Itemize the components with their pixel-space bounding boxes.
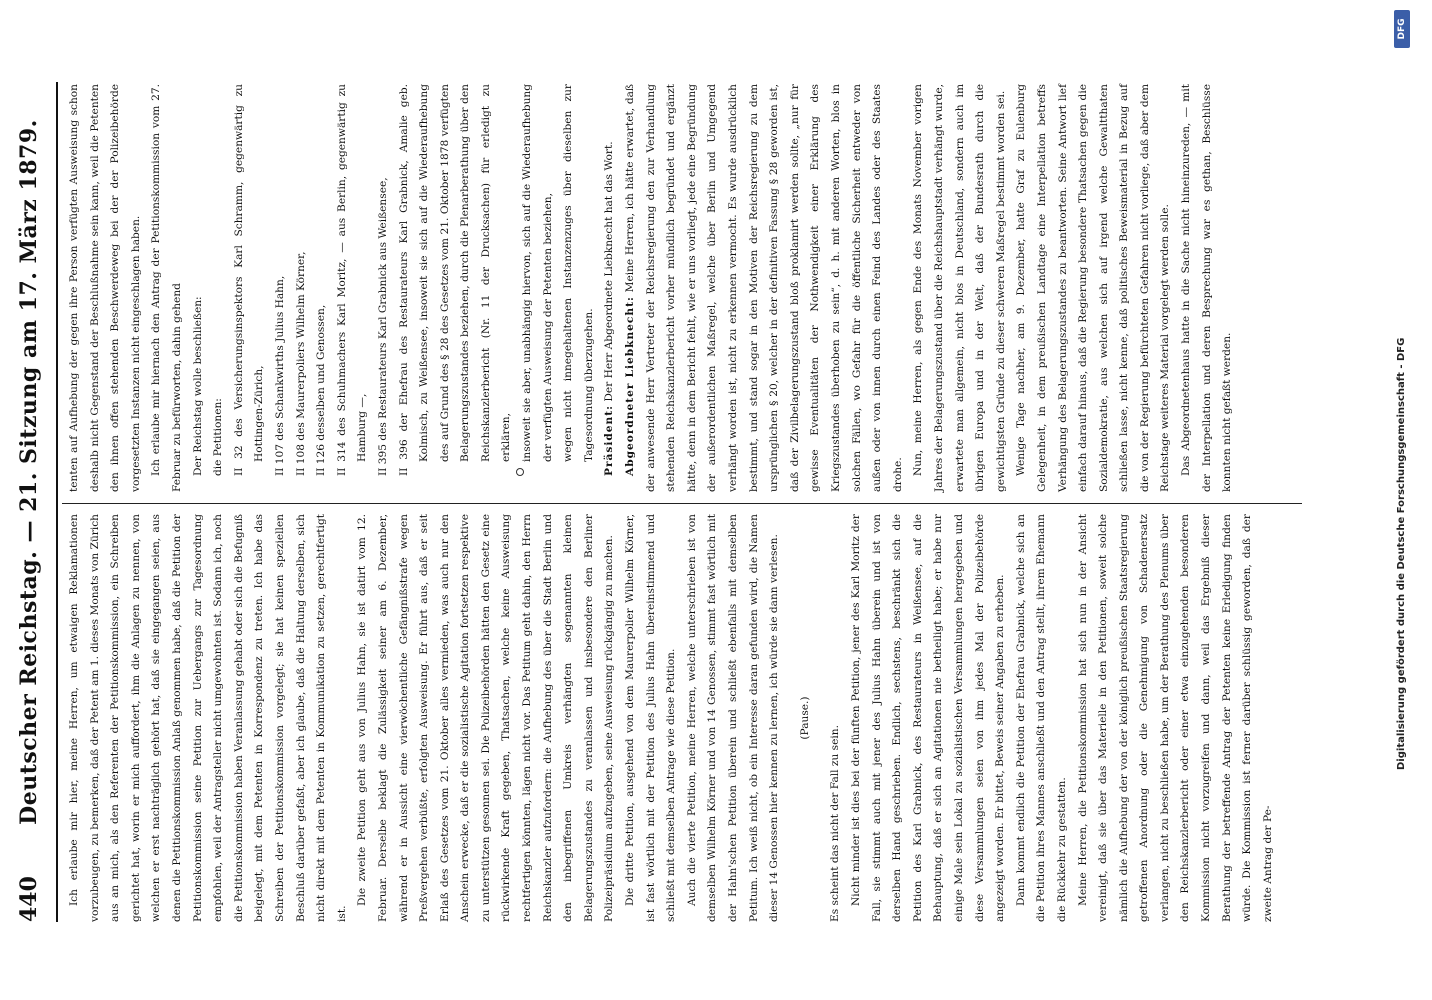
paragraph: Das Abgeordnetenhaus hatte in die Sache nicht hineinzureden, — mit der Interpellation und deren Besprechung war es gethan, Beschlüsse konnten nicht gefaßt werden. — [1180, 84, 1234, 492]
list-item: II 126 desselben und Genossen, — [315, 304, 328, 476]
list-item: II 396 der Ehefrau des Restaurateurs Karl Grabnick, Amalie geb. Kolmisch, zu Weißensee, insoweit sie sich auf die Wiederaufhebung des auf Grund des § 28 des Gesetzes vom 21. Oktober 1878 verfügten Belagerungszustandes beziehen, durch die Plenarberathung über den Reichskanzlerbericht (Nr. 11 der Drucksachen) für erledigt zu erklären, — [397, 84, 513, 476]
page-number: 440 — [16, 876, 42, 922]
list-item: II 395 des Restaurateurs Karl Grabnick aus Weißensee, — [376, 177, 389, 476]
list-item: II 107 des Schankwirths Julius Hahn, — [273, 275, 286, 476]
speech — [620, 84, 908, 492]
list-item: II 108 des Maurerpoliers Wilhelm Körner, — [294, 251, 307, 476]
list-item: II 32 des Versicherungsinspektors Karl Schramm, gegenwärtig zu Hottingen-Zürich, — [232, 84, 266, 476]
dfg-logo-icon: DFG — [1394, 10, 1410, 48]
paragraph: tenten auf Aufhebung der gegen ihre Person verfügten Ausweisung schon deshalb nicht Gegenstand der Beschlußnahme sein kann, weil die Petenten den ihnen offen stehenden Beschwerdeweg bei der der Polizeibehörde vorgesetzten Instanzen nicht eingeschlagen haben. — [68, 84, 142, 492]
paragraph: Nun, meine Herren, als gegen Ende des Monats November vorigen Jahres der Belagerungszustand über die Reichshauptstadt verhängt wurde, erwartete man allgemein, nicht blos in Deutschland, sondern auch im übrigen Europa und in der Welt, daß der Bundesrath durch die gewichtigsten Gründe zu dieser schweren Maßregel bestimmt worden sei. — [912, 84, 1007, 492]
page-footer — [1392, 0, 1416, 1000]
paragraph: Die dritte Petition, ausgehend von dem Maurerpolier Wilhelm Körner, ist fast wörtlich mit der Petition des Julius Hahn übereinstimmend und schließt mit demselben Antrage wie diese Petition. — [624, 514, 678, 922]
list-clause: wegen nicht innegehaltenen Instanzenzuges über dieselben zur Tagesordnung überzugehen. — [562, 84, 595, 462]
digitization-credit: Digitalisierung gefördert durch die Deutsche Forschungsgemeinschaft - DFG — [1396, 337, 1407, 770]
speech-text: Meine Herren, ich hätte erwartet, daß der anwesende Herr Vertreter der Reichsregierung den zur Verhandlung stehenden Reichskanzlerbericht vorher mündlich begründet und ergänzt hätte, denn in dem Bericht fehlt, wie er uns vorliegt, jede eine Begründung der außerordentlichen Maßregel, welche über Berlin und Umgegend verhängt worden ist, nicht zu erkennen vermocht. Es wurde ausdrücklich bestimmt, und stand sogar in den Motiven der Reichsregierung zu dem ursprünglichen § 20, welcher in der definitiven Fassung § 28 geworden ist, daß der Zivilbelagerungszustand bloß proklamirt werden sollte, „nur für gewisse Eventualitäten der Nothwendigkeit einer Erklärung des Kriegszustandes überhoben zu sein“, d. h. mit anderen Worten, blos in solchen Fällen, wo Gefahr für die öffentliche Sicherheit entweder von außen oder von innen durch einen Feind des Landes oder des Staates drohe. — [624, 84, 904, 492]
paragraph: Dann kommt endlich die Petition der Ehefrau Grabnick, welche sich an die Petition ihres Mannes anschließt und den Antrag stellt, ihrem Ehemann die Rückkehr zu gestatten. — [1014, 514, 1068, 922]
president-label: Präsident: — [603, 404, 616, 476]
list-clause: insoweit sie aber, unabhängig hiervon, sich auf die Wiederaufhebung der verfügten Ausweisung der Petenten beziehen, — [521, 84, 554, 462]
right-column — [64, 84, 1238, 492]
pause-note: (Pause.) — [798, 696, 811, 740]
paragraph: Ich erlaube mir hiernach den Antrag der Petitionskommission vom 27. Februar zu befürworten, dahin gehend — [150, 84, 183, 492]
left-column — [64, 514, 1278, 922]
president-text: Der Herr Abgeordnete Liebknecht hat das Wort. — [603, 141, 616, 402]
paragraph: Meine Herren, die Petitionskommission hat sich nun in der Ansicht vereinigt, daß sie über das Materielle in den Petitionen, soweit solche nämlich die Aufhebung der von der königlich preußischen Staatsregierung getroffenen Anordnung oder die Genehmigung von Schadenersatz verlangen, nicht zu beschließen habe, um der Berathung des Plenums über den Reichskanzlerbericht oder einer etwa einzugehenden besonderen Kommission nicht vorzugreifen und dann, weil das Ergebniß dieser Berathung der betreffende Antrag der Petenten keine Erledigung finden würde. Die Kommission ist ferner darüber schlüssig geworden, daß der zweite Antrag der Pe- — [1076, 514, 1274, 922]
paragraph: Wenige Tage nachher, am 9. Dezember, hatte Graf zu Eulenburg Gelegenheit, in dem preußischen Landtage eine Interpellation betreffs Verhängung des Belagerungszustandes zu beantworten. Seine Antwort lief einfach darauf hinaus, daß die Regierung besondere Thatsachen gegen die Sozialdemokratie, aus welchen sich auf irgend welche Gewaltthaten schließen lasse, nicht kenne, daß politisches Beweismaterial in Bezug auf die von der Regierung befürchteten Gefahren nicht vorliege, daß aber dem Reichstage weiteres Material vorgelegt werden solle. — [1015, 84, 1172, 492]
list-item: II 314 des Schuhmachers Karl Moritz, — aus Berlin, gegenwärtig zu Hamburg —, — [335, 84, 369, 476]
paragraph: Ich erlaube mir hier, meine Herren, um etwaigen Reklamationen vorzubeugen, zu bemerken, daß der Petent am 1. dieses Monats von Zürich aus an mich, als den Referenten der Petitionskommission, ein Schreiben gerichtet hat, worin er mich auffordert, ihm die Anlagen zu nennen, von welchen er erst nachträglich gehört hat, daß sie eingegangen seien, aus denen die Petitionskommission Anlaß genommen habe, daß die Petition der Petitionskommission seine Petition zur Uebergangs zur Tagesordnung empfohlen, weil der Antragsteller nicht umgewohnten ist. Sodann ich, noch die Petitionskommission haben Veranlassung gehabt oder sich die Befugniß beigelegt, mit dem Petenten in Korrespondenz zu treten. Ich habe das Schreiben der Petitionskommission vorgelegt; sie hat keinen speziellen Beschluß darüber gefaßt, aber ich glaube, daß die Haltung derselben, sich nicht direkt mit dem Petenten in Kommunikation zu setzen, gerechtfertigt ist. — [68, 514, 348, 922]
speaker-label: Abgeordneter Liebknecht: — [624, 296, 637, 476]
scan-mark — [516, 468, 524, 476]
paragraph: Auch die vierte Petition, meine Herren, welche unterschrieben ist von demselben Wilhelm Körner und von 14 Genossen, stimmt fast wörtlich mit der Hahn'schen Petition überein und schließt ebenfalls mit demselben Petitum. Ich weiß nicht, ob ein Interesse daran gefunden wird, die Namen dieser 14 Genossen hier kennen zu lernen, ich würde sie dann verlesen. — [685, 514, 781, 922]
running-head: Deutscher Reichstag. — 21. Sitzung am 17. März 1879. — [16, 119, 42, 825]
president-remark — [599, 84, 620, 492]
list-heading: die Petitionen: — [212, 398, 225, 476]
page-header — [12, 82, 58, 922]
paragraph: Es scheint das nicht der Fall zu sein. — [829, 725, 842, 922]
paragraph: Der Reichstag wolle beschließen: — [191, 296, 204, 476]
paragraph: Die zweite Petition geht aus von Julius Hahn, sie ist datirt vom 12. Februar. Derselbe beklagt die Zulässigkeit seiner am 6. Dezember, während er in Aussicht eine vierwöchentliche Gefängnißstrafe wegen Preßvergehen verbüßte, erfolgten Ausweisung. Er führt aus, daß er seit Erlaß des Gesetzes vom 21. Oktober alles vermieden, was auch nur den Anschein erwecke, daß er die sozialistische Agitation fortsetzen respektive zu unterstützen gesonnen sei. Die Polizeibehörden hätten den Gesetz eine rückwirkende Kraft gegeben, Thatsachen, welche keine Ausweisung rechtfertigen könnten, lägen nicht vor. Das Petitum geht dahin, den Herrn Reichskanzler aufzufordern: die Aufhebung des über die Stadt Berlin und den inbegriffenen Umkreis verhängten sogenannten kleinen Belagerungszustandes zu veranlassen und insbesondere den Berliner Polizeipräsidium aufzugeben, seine Ausweisung rückgängig zu machen. — [356, 514, 616, 922]
paragraph: Nicht minder ist dies bei der fünften Petition, jener des Karl Moritz der Fall, sie stimmt auch mit jener des Julius Hahn überein und ist von derselben Hand geschrieben. Endlich, sechstens, beschränkt sich die Petition des Karl Grabnick, des Restaurateurs in Weißensee, auf die Behauptung, daß er sich an Agitationen nie betheiligt habe; er habe nur einige Male sein Lokal zu sozialistischen Versammlungen hergegeben und diese Versammlungen seien von ihm jedes Mal der Polizeibehörde angezeigt worden. Er bittet, Beweis seiner Angaben zu erheben. — [849, 514, 1007, 922]
column-divider — [62, 503, 1302, 504]
